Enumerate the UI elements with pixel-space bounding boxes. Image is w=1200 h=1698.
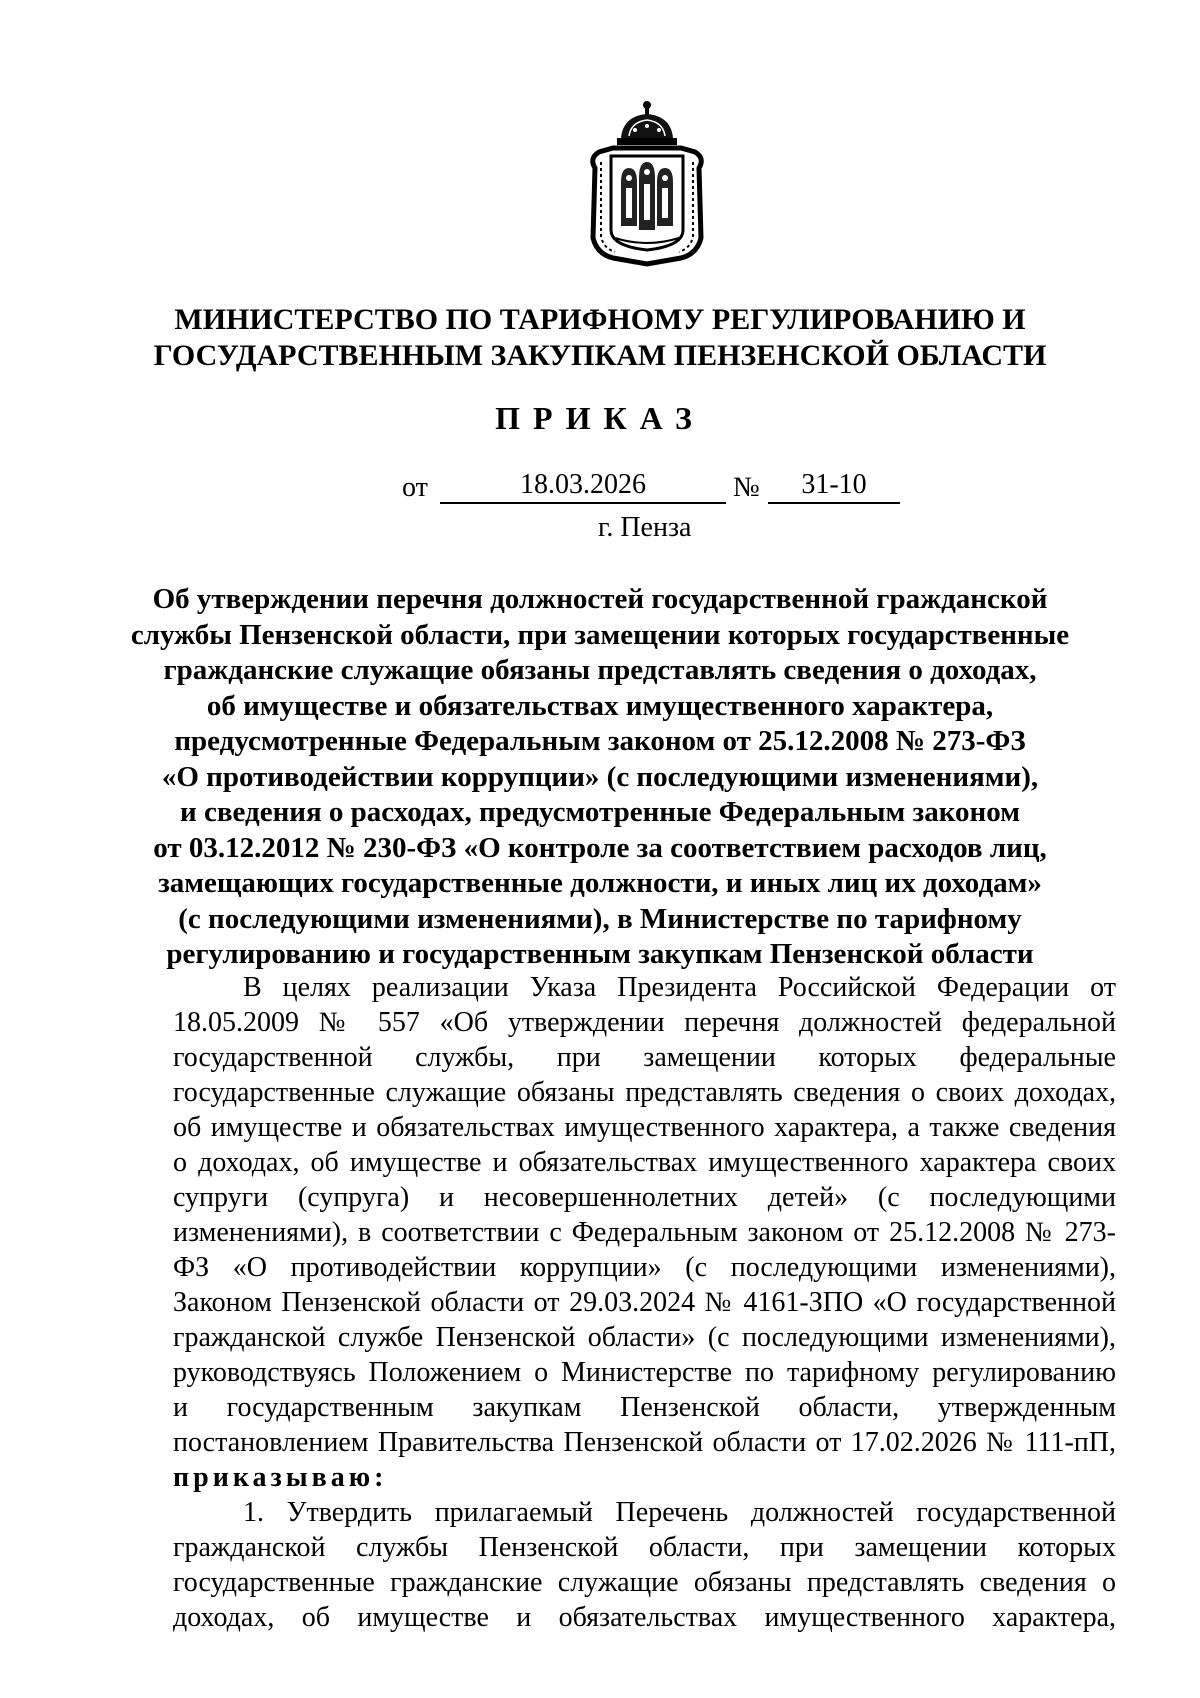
order-number-field <box>768 470 900 504</box>
heading-line: Об утверждении перечня должностей государственной гражданской <box>152 583 1048 615</box>
body-line: Законом Пензенской области от 29.03.2024 № 4161-ЗПО «О государственной <box>173 1287 1116 1318</box>
order-word: приказываю: <box>173 1462 388 1493</box>
body-line: постановлением Правительства Пензенской области от 17.02.2026 № 111-пП, <box>173 1427 1116 1458</box>
body-line: В целях реализации Указа Президента Российской Федерации от <box>243 972 1116 1003</box>
body-line: гражданской службе Пензенской области» (с последующими изменениями), <box>173 1322 1116 1353</box>
order-city: г. Пенза <box>598 512 692 543</box>
body-line: ФЗ «О противодействии коррупции» (с последующими изменениями), <box>173 1252 1116 1283</box>
document-type-title: ПРИКАЗ <box>495 400 705 436</box>
date-from-label: от <box>402 472 428 503</box>
body-line: государственные служащие обязаны представлять сведения о своих доходах, <box>173 1077 1116 1108</box>
body-line: изменениями), в соответствии с Федеральным законом от 25.12.2008 № 273- <box>173 1217 1116 1248</box>
body-line: государственной службы, при замещении которых федеральные <box>173 1042 1116 1073</box>
heading-line: замещающих государственные должности, и иных лиц их доходам» <box>158 867 1042 899</box>
ministry-name-line-1: МИНИСТЕРСТВО ПО ТАРИФНОМУ РЕГУЛИРОВАНИЮ И <box>174 303 1026 336</box>
body-line: об имуществе и обязательствах имущественного характера, а также сведения <box>173 1112 1116 1143</box>
heading-line: предусмотренные Федеральным законом от 25.12.2008 № 273-ФЗ <box>174 725 1026 757</box>
ministry-name-line-2: ГОСУДАРСТВЕННЫМ ЗАКУПКАМ ПЕНЗЕНСКОЙ ОБЛАСТИ <box>153 339 1047 372</box>
order-number-label: № <box>733 472 760 503</box>
heading-line: службы Пензенской области, при замещении которых государственные <box>130 618 1070 651</box>
order-number: 31-10 <box>801 469 867 500</box>
body-line: и государственным закупкам Пензенской области, утвержденным <box>173 1392 1116 1423</box>
heading-line: «О противодействии коррупции» (с последующими изменениями), <box>161 760 1039 793</box>
item-1-line: доходах, об имуществе и обязательствах имущественного характера, <box>173 1602 1116 1633</box>
preamble-paragraph <box>173 970 1116 1635</box>
coat-of-arms-emblem <box>585 98 709 268</box>
item-1-line: государственные гражданские служащие обязаны представлять сведения о <box>173 1567 1116 1598</box>
heading-line: регулированию и государственным закупкам Пензенской области <box>166 938 1034 970</box>
order-heading <box>120 582 1080 973</box>
order-date-field <box>440 470 726 504</box>
body-line: руководствуясь Положением о Министерстве по тарифному регулированию <box>173 1357 1116 1388</box>
heading-line: об имуществе и обязательствах имущественного характера, <box>206 689 994 722</box>
body-line: супруги (супруга) и несовершеннолетних детей» (с последующими <box>173 1182 1116 1213</box>
item-1-line: гражданской службы Пензенской области, при замещении которых <box>173 1532 1116 1563</box>
body-line: 18.05.2009 № 557 «Об утверждении перечня должностей федеральной <box>173 1007 1116 1038</box>
body-line: о доходах, об имуществе и обязательствах имущественного характера своих <box>173 1147 1116 1178</box>
heading-line: гражданские служащие обязаны представлять сведения о доходах, <box>163 654 1037 686</box>
heading-line: от 03.12.2012 № 230-ФЗ «О контроле за соответствием расходов лиц, <box>153 831 1047 864</box>
heading-line: (с последующими изменениями), в Министерстве по тарифному <box>178 902 1022 935</box>
order-date: 18.03.2026 <box>520 469 646 500</box>
item-1-line: 1. Утвердить прилагаемый Перечень должностей государственной <box>243 1497 1116 1528</box>
heading-line: и сведения о расходах, предусмотренные Федеральным законом <box>180 796 1020 828</box>
